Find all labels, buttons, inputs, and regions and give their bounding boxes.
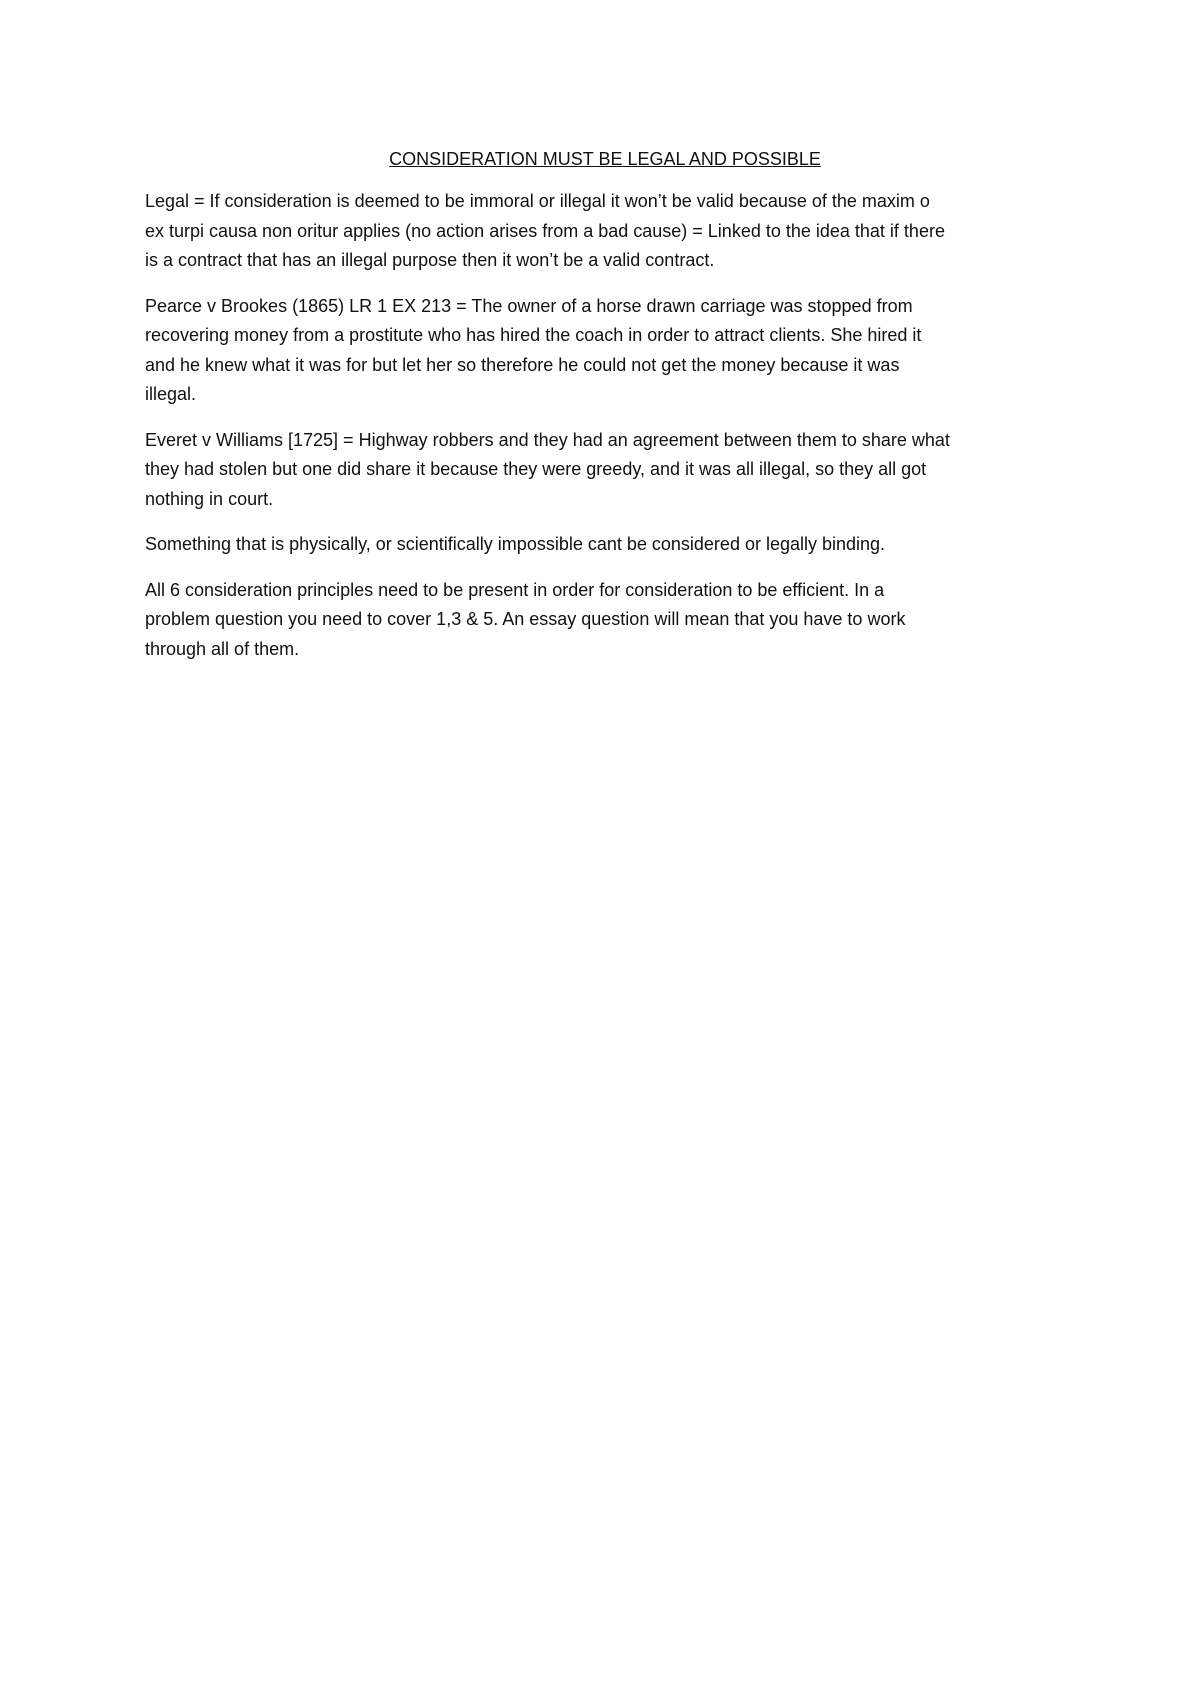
paragraph-everet-v-williams <box>145 426 1065 515</box>
paragraph-line: All 6 consideration principles need to be present in order for consideration to be efficient. In a <box>145 579 885 600</box>
paragraph-line: Everet v Williams [1725] = Highway robbers and they had an agreement between them to share what <box>145 429 950 450</box>
paragraph-line: is a contract that has an illegal purpose then it won’t be a valid contract. <box>145 250 715 270</box>
paragraph-line: Legal = If consideration is deemed to be immoral or illegal it won’t be valid because of the maxim o <box>145 191 930 211</box>
document-title: CONSIDERATION MUST BE LEGAL AND POSSIBLE <box>389 149 821 169</box>
paragraph-pearce-v-brookes <box>145 292 1065 410</box>
paragraph-line: illegal. <box>145 384 197 404</box>
paragraph-line: through all of them. <box>145 638 300 659</box>
paragraph-line: they had stolen but one did share it because they were greedy, and it was all illegal, so they all got <box>145 459 927 479</box>
paragraph-legal <box>145 187 1065 276</box>
paragraph-line: ex turpi causa non oritur applies (no action arises from a bad cause) = Linked to the idea that if there <box>145 220 945 241</box>
paragraph-line: nothing in court. <box>145 488 274 509</box>
paragraph-line: Something that is physically, or scientifically impossible cant be considered or legally binding. <box>145 534 886 554</box>
document-content <box>145 147 1065 680</box>
paragraph-line: recovering money from a prostitute who has hired the coach in order to attract clients. She hired it <box>145 325 922 345</box>
paragraph-line: Pearce v Brookes (1865) LR 1 EX 213 = The owner of a horse drawn carriage was stopped from <box>145 295 913 316</box>
paragraph-line: problem question you need to cover 1,3 & 5. An essay question will mean that you have to work <box>145 609 906 629</box>
paragraph-principles <box>145 576 1065 665</box>
paragraph-impossible <box>145 530 1065 560</box>
paragraph-line: and he knew what it was for but let her so therefore he could not get the money because it was <box>145 354 900 375</box>
